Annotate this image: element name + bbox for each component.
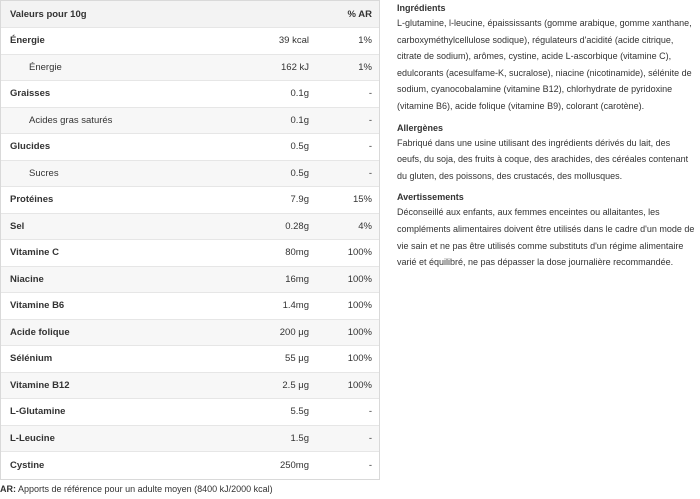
row-ar: 100% bbox=[347, 326, 372, 338]
row-ar: - bbox=[368, 459, 372, 471]
table-row bbox=[1, 452, 379, 479]
row-value: 250mg bbox=[279, 459, 309, 471]
row-name: Vitamine B12 bbox=[10, 379, 70, 391]
table-row bbox=[1, 81, 379, 108]
row-value: 2.5 μg bbox=[282, 379, 309, 391]
product-info bbox=[397, 2, 695, 278]
row-ar: 1% bbox=[358, 35, 372, 47]
row-ar: - bbox=[368, 406, 372, 418]
row-value: 16mg bbox=[285, 273, 309, 285]
row-name: Acides gras saturés bbox=[29, 114, 113, 126]
row-name: L-Glutamine bbox=[10, 406, 66, 418]
allergens-text: Fabriqué dans une usine utilisant des ingrédients dérivés du lait, des oeufs, du soja, des fruits à coque, des arachides, des céréales contenant du gluten, des poissons, des crustacés, des mollusques. bbox=[397, 137, 689, 181]
table-row bbox=[1, 134, 379, 161]
table-row bbox=[1, 293, 379, 320]
row-ar: 100% bbox=[347, 300, 372, 312]
header-name: Valeurs pour 10g bbox=[10, 8, 87, 20]
warnings-title: Avertissements bbox=[397, 192, 464, 203]
table-row bbox=[1, 373, 379, 400]
row-value: 5.5g bbox=[290, 406, 309, 418]
allergens-title: Allergènes bbox=[397, 122, 444, 133]
ingredients-text: L-glutamine, l-leucine, épaississants (gomme arabique, gomme xanthane, carboxyméthylcellulose sodique), régulateurs d'acidité (acide citrique, citrate de sodium), arômes, cystine, acide L-ascorbique (vitamine C), edulcorants (acesulfame-K, sucralose), niacine (nicotinamide), sélénite de sodium, cyanocobalamine (vitamine B12), chlorhydrate de pyridoxine (vitamine B6), acide folique (vitamine B9), colorant (carotène). bbox=[397, 18, 692, 111]
row-name: Protéines bbox=[10, 194, 54, 206]
table-row bbox=[1, 28, 379, 55]
row-ar: - bbox=[368, 114, 372, 126]
row-ar: 4% bbox=[358, 220, 372, 232]
row-ar: - bbox=[368, 88, 372, 100]
table-row bbox=[1, 346, 379, 373]
row-ar: 1% bbox=[358, 61, 372, 73]
row-name: Énergie bbox=[29, 61, 62, 73]
row-name: Cystine bbox=[10, 459, 45, 471]
row-ar: 100% bbox=[347, 379, 372, 391]
row-name: Niacine bbox=[10, 273, 44, 285]
row-value: 7.9g bbox=[290, 194, 309, 206]
row-ar: 100% bbox=[347, 273, 372, 285]
row-name: L-Leucine bbox=[10, 432, 55, 444]
table-row bbox=[1, 214, 379, 241]
table-row bbox=[1, 161, 379, 188]
table-row bbox=[1, 55, 379, 82]
row-ar: - bbox=[368, 141, 372, 153]
table-row bbox=[1, 108, 379, 135]
row-value: 0.1g bbox=[290, 88, 309, 100]
row-name: Graisses bbox=[10, 88, 51, 100]
row-ar: 100% bbox=[347, 247, 372, 259]
row-value: 0.5g bbox=[290, 141, 309, 153]
row-ar: 100% bbox=[347, 353, 372, 365]
row-name: Vitamine C bbox=[10, 247, 59, 259]
table-row bbox=[1, 399, 379, 426]
row-value: 1.5g bbox=[290, 432, 309, 444]
row-name: Acide folique bbox=[10, 326, 70, 338]
row-ar: - bbox=[368, 167, 372, 179]
footnote-label: AR: bbox=[0, 484, 16, 494]
footnote bbox=[0, 484, 273, 494]
row-value: 0.1g bbox=[290, 114, 309, 126]
table-row bbox=[1, 187, 379, 214]
warnings-text: Déconseillé aux enfants, aux femmes enceintes ou allaitantes, les compléments alimentaires doivent être utilisés dans le cadre d'un mode de vie sain et ne pas être utilisés comme substituts d'un régime alimentaire varié et équilibré, ne pas dépasser la dose journalière recommandée. bbox=[397, 207, 695, 268]
row-name: Sucres bbox=[29, 167, 59, 179]
row-value: 55 μg bbox=[285, 353, 309, 365]
row-name: Énergie bbox=[10, 35, 45, 47]
row-value: 1.4mg bbox=[282, 300, 309, 312]
row-value: 162 kJ bbox=[281, 61, 309, 73]
table-row bbox=[1, 320, 379, 347]
table-row bbox=[1, 240, 379, 267]
header-ar: % AR bbox=[347, 8, 372, 20]
table-row bbox=[1, 426, 379, 453]
row-name: Glucides bbox=[10, 141, 51, 153]
row-ar: - bbox=[368, 432, 372, 444]
row-value: 39 kcal bbox=[278, 35, 309, 47]
table-header bbox=[1, 1, 379, 28]
ingredients-title: Ingrédients bbox=[397, 3, 446, 13]
row-name: Sel bbox=[10, 220, 25, 232]
row-name: Sélénium bbox=[10, 353, 53, 365]
row-value: 0.5g bbox=[290, 167, 309, 179]
footnote-text: Apports de référence pour un adulte moyen (8400 kJ/2000 kcal) bbox=[16, 484, 273, 494]
row-name: Vitamine B6 bbox=[10, 300, 65, 312]
row-ar: 15% bbox=[352, 194, 372, 206]
row-value: 80mg bbox=[285, 247, 309, 259]
row-value: 200 μg bbox=[279, 326, 309, 338]
table-row bbox=[1, 267, 379, 294]
row-value: 0.28g bbox=[285, 220, 309, 232]
